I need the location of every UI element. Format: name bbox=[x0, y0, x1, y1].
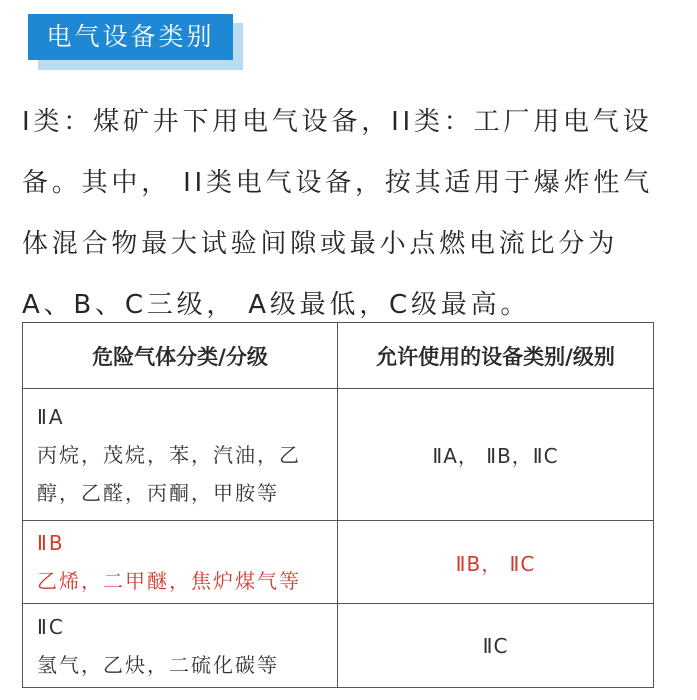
gas-examples-line: 醇，乙醛，丙酮，甲胺等 bbox=[37, 480, 279, 505]
equipment-cell: ⅡA， ⅡB，ⅡC bbox=[338, 389, 654, 521]
gas-class-label: ⅡC bbox=[37, 614, 65, 639]
equipment-cell: ⅡC bbox=[338, 604, 654, 688]
intro-line: A、B、C三级， A级最低，C级最高。 bbox=[22, 290, 531, 320]
intro-line: 体混合物最大试验间隙或最小点燃电流比分为 bbox=[22, 229, 619, 259]
intro-paragraph bbox=[22, 92, 672, 336]
gas-cell bbox=[23, 389, 338, 521]
gas-classification-table bbox=[22, 322, 654, 688]
gas-examples-line: 乙烯，二甲醚，焦炉煤气等 bbox=[37, 569, 301, 593]
gas-cell bbox=[23, 604, 338, 688]
section-heading: 电气设备类别 bbox=[28, 14, 233, 60]
gas-class-label: ⅡB bbox=[37, 531, 65, 555]
table-row bbox=[23, 389, 654, 521]
gas-class-label: ⅡA bbox=[37, 404, 65, 429]
gas-examples-line: 丙烷，茂烷，苯，汽油，乙 bbox=[37, 442, 301, 467]
gas-cell bbox=[23, 521, 338, 604]
table-row-highlighted bbox=[23, 521, 654, 604]
intro-line: I类：煤矿井下用电气设备，II类：工厂用电气设 bbox=[22, 107, 653, 137]
gas-examples-line: 氢气，乙炔，二硫化碳等 bbox=[37, 652, 279, 677]
equipment-cell: ⅡB， ⅡC bbox=[338, 521, 654, 604]
header-gas-class: 危险气体分类/分级 bbox=[23, 323, 338, 389]
table-row bbox=[23, 604, 654, 688]
table-header-row bbox=[23, 323, 654, 389]
section-heading-badge bbox=[28, 14, 238, 64]
header-equipment-class: 允许使用的设备类别/级别 bbox=[338, 323, 654, 389]
intro-line: 备。其中， II类电气设备，按其适用于爆炸性气 bbox=[22, 168, 654, 198]
